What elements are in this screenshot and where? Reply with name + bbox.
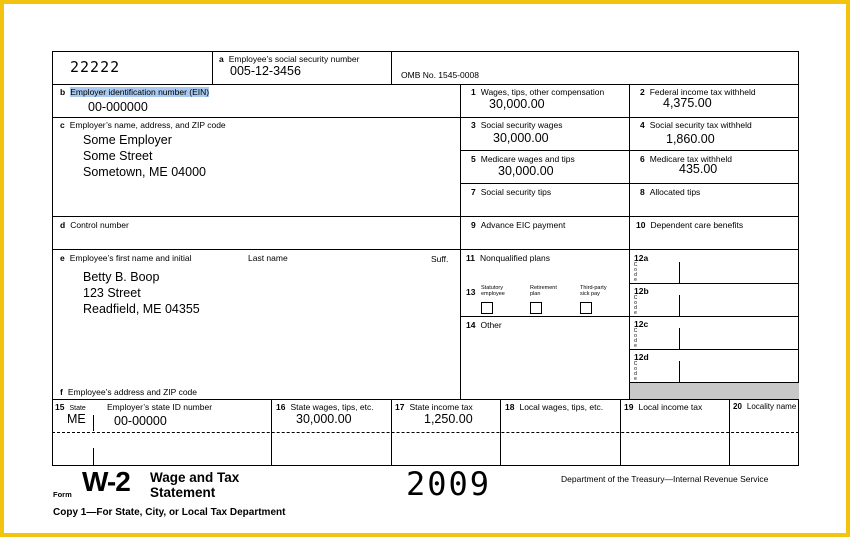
col-divider [629,84,630,399]
retirement-plan-label: Retirement plan [530,285,557,297]
box-a-label: a Employee’s social security number [219,54,360,64]
third-party-sick-pay-checkbox[interactable] [580,302,592,314]
retirement-plan-checkbox[interactable] [530,302,542,314]
form-w2-title: W-2 [82,466,130,497]
employer-city[interactable]: Sometown, ME 04000 [83,165,206,179]
shaded-area [630,383,799,399]
code-vertical-label: C o d e [633,328,638,349]
box-d-label: d Control number [60,220,129,230]
box-17-label: 17 State income tax [395,402,473,412]
last-name-label: Last name [248,253,288,263]
control-code: 22222 [70,58,121,76]
row-divider [52,249,460,250]
box-18-label: 18 Local wages, tips, etc. [505,402,604,412]
box-12d-label: 12d [634,352,649,362]
col-divider [460,84,461,399]
col-divider [212,51,213,84]
col-divider [391,51,392,84]
box-c-label: c Employer’s name, address, and ZIP code [60,120,226,130]
box-6-medicare-tax[interactable]: 435.00 [679,162,718,176]
omb-number: OMB No. 1545-0008 [401,70,479,80]
box-20-label: 20 Locality name [733,402,797,411]
box-15-label: 15 State [55,402,86,412]
box-3-label: 3 Social security wages [471,120,563,130]
employer-street[interactable]: Some Street [83,149,153,163]
department-label: Department of the Treasury—Internal Revenue Service [561,474,769,484]
box-4-label: 4 Social security tax withheld [640,120,752,130]
row-divider [629,283,799,284]
row-divider [52,84,799,85]
box-12a-label: 12a [634,253,649,263]
code-divider [679,262,680,283]
box-f-label: f Employee’s address and ZIP code [60,387,197,397]
state-id-value[interactable]: 00-00000 [114,414,167,428]
box-16-label: 16 State wages, tips, etc. [276,402,374,412]
dashed-divider [52,432,799,433]
box-12c-label: 12c [634,319,649,329]
col-divider [93,415,94,431]
box-7-label: 7 Social security tips [471,187,552,197]
box-14-label: 14 Other [466,320,502,330]
form-word: Form [53,490,72,499]
code-divider [679,295,680,316]
suff-label: Suff. [431,254,449,264]
box-12b-label: 12b [634,286,649,296]
box-13-label: 13 [466,287,476,297]
box-1-wages[interactable]: 30,000.00 [489,97,545,111]
box-16-state-wages[interactable]: 30,000.00 [296,412,352,426]
code-divider [679,361,680,382]
code-vertical-label: C o d e [633,361,638,382]
employee-city[interactable]: Readfield, ME 04355 [83,302,200,316]
box-9-label: 9 Advance EIC payment [471,220,566,230]
box-4-ss-tax[interactable]: 1,860.00 [666,132,715,146]
third-party-sick-pay-label: Third-party sick pay [580,285,607,297]
col-divider [93,448,94,465]
box-1-label: 1 Wages, tips, other compensation [471,87,605,97]
statutory-employee-label: Statutory employee [481,285,505,297]
row-divider [629,316,799,317]
box-a-ssn[interactable]: 005-12-3456 [230,64,301,78]
code-vertical-label: C o d e [633,295,638,316]
box-5-label: 5 Medicare wages and tips [471,154,575,164]
state-id-label: Employer’s state ID number [107,402,213,412]
box-8-label: 8 Allocated tips [640,187,701,197]
code-vertical-label: C o d e [633,262,638,283]
tax-year: 2009 [406,465,492,503]
box-2-federal-tax[interactable]: 4,375.00 [663,96,712,110]
employer-name[interactable]: Some Employer [83,133,172,147]
box-17-state-tax[interactable]: 1,250.00 [424,412,473,426]
box-e-label: e Employee’s first name and initial [60,253,192,263]
box-11-label: 11 Nonqualified plans [466,253,550,263]
employee-street[interactable]: 123 Street [83,286,141,300]
row-divider [52,399,799,400]
box-b-ein[interactable]: 00-000000 [88,100,148,114]
box-3-ss-wages[interactable]: 30,000.00 [493,131,549,145]
copy-line: Copy 1—For State, City, or Local Tax Department [53,507,286,518]
box-15-state[interactable]: ME [67,412,86,426]
box-10-label: 10 Dependent care benefits [636,220,744,230]
employee-name[interactable]: Betty B. Boop [83,270,160,284]
box-6-label: 6 Medicare tax withheld [640,154,732,164]
row-divider [460,316,629,317]
row-divider [52,117,460,118]
code-divider [679,328,680,349]
statutory-employee-checkbox[interactable] [481,302,493,314]
box-19-label: 19 Local income tax [624,402,703,412]
row-divider [629,349,799,350]
box-b-label: b Employer identification number (EIN) [60,87,210,97]
form-title: Wage and Tax Statement [150,470,240,500]
row-divider [52,216,460,217]
box-5-medicare-wages[interactable]: 30,000.00 [498,164,554,178]
box-2-label: 2 Federal income tax withheld [640,87,756,97]
